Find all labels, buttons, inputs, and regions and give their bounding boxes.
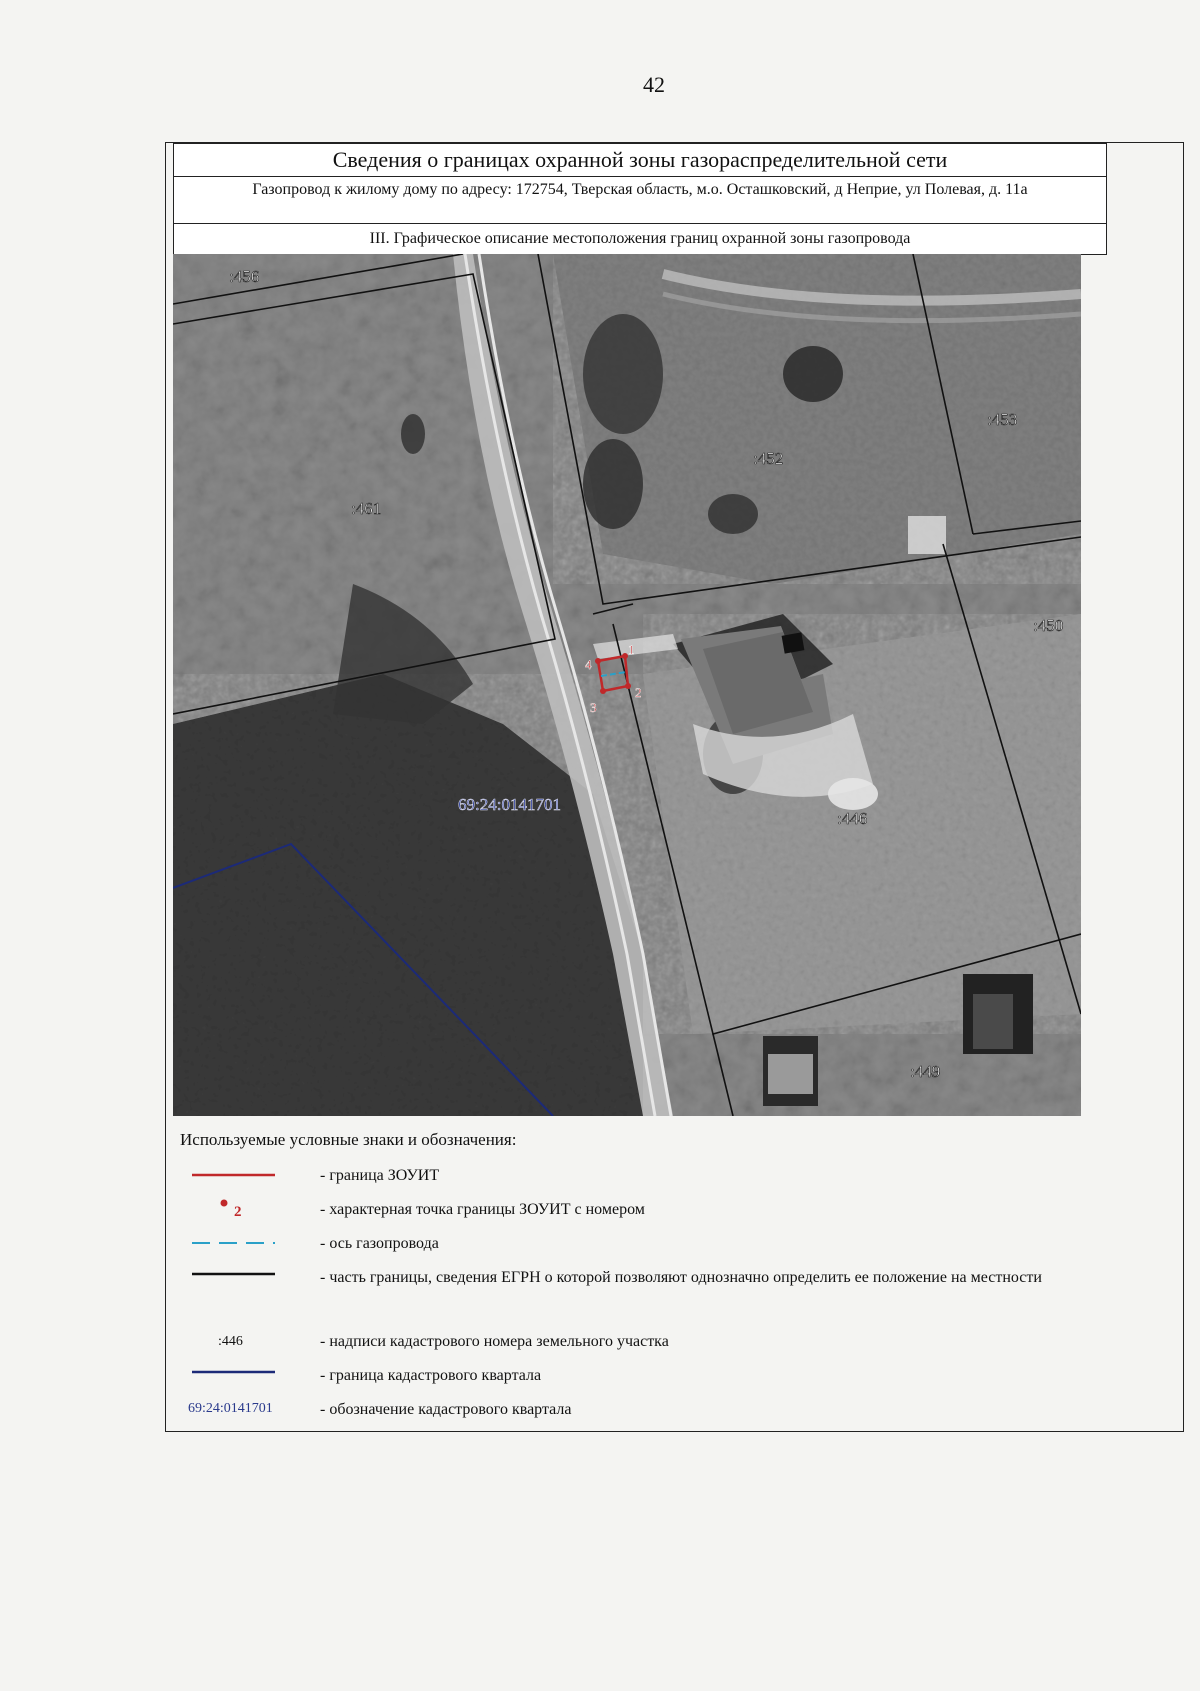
quarter-label: 69:24:0141701 (458, 795, 561, 814)
parcel-number-symbol: :446 (218, 1334, 243, 1349)
legend-label: - обозначение кадастрового квартала (320, 1401, 572, 1418)
legend-point-number: 2 (234, 1204, 242, 1220)
legend-label: - граница ЗОУИТ (320, 1167, 440, 1184)
point-label-4: 4 (585, 657, 592, 672)
blue-dash-symbol (180, 1228, 290, 1258)
page-number: 42 (643, 72, 665, 97)
parcel-label-449: :449 (910, 1062, 941, 1081)
legend-label: - надписи кадастрового номера земельного участка (320, 1333, 669, 1350)
parcel-label-461: :461 (351, 499, 382, 518)
legend-label: - ось газопровода (320, 1235, 439, 1252)
point-label-2: 2 (635, 685, 642, 700)
parcel-label-453: :453 (987, 410, 1018, 429)
legend-item-quarter-boundary (180, 1360, 1080, 1390)
parcel-label-446: :446 (837, 809, 868, 828)
legend-label: - характерная точка границы ЗОУИТ с номером (320, 1201, 645, 1218)
legend-label: - граница кадастрового квартала (320, 1367, 542, 1384)
parcel-label-452: :452 (753, 449, 784, 468)
legend-item-quarter-number (180, 1394, 1080, 1424)
legend-title: Используемые условные знаки и обозначения: (180, 1130, 517, 1149)
aerial-map[interactable] (173, 254, 1081, 1116)
red-line-symbol (180, 1160, 290, 1190)
legend-item-egrn-boundary (180, 1262, 1080, 1316)
black-line-symbol (180, 1262, 290, 1292)
object-description: Газопровод к жилому дому по адресу: 172754, Тверская область, м.о. Осташковский, д Неприе, ул Полевая, д. 11а (173, 176, 1107, 224)
point-label-3: 3 (590, 700, 597, 715)
legend-item-zouit-point (180, 1194, 1080, 1224)
point-label-1: 1 (628, 642, 635, 657)
parcel-label-456: :456 (229, 267, 260, 286)
legend-label: - часть границы, сведения ЕГРН о которой позволяют однозначно определить ее положение на местности (320, 1269, 1042, 1286)
legend-item-zouit-boundary (180, 1160, 1080, 1190)
quarter-number-symbol: 69:24:0141701 (188, 1401, 273, 1416)
legend-item-pipeline-axis (180, 1228, 1080, 1258)
navy-line-symbol (180, 1360, 290, 1390)
red-point-symbol (180, 1194, 290, 1224)
document-title: Сведения о границах охранной зоны газораспределительной сети (173, 143, 1107, 177)
legend-item-parcel-number (180, 1326, 1080, 1356)
parcel-label-450: :450 (1033, 616, 1064, 635)
section-title: III. Графическое описание местоположения границ охранной зоны газопровода (173, 223, 1107, 255)
